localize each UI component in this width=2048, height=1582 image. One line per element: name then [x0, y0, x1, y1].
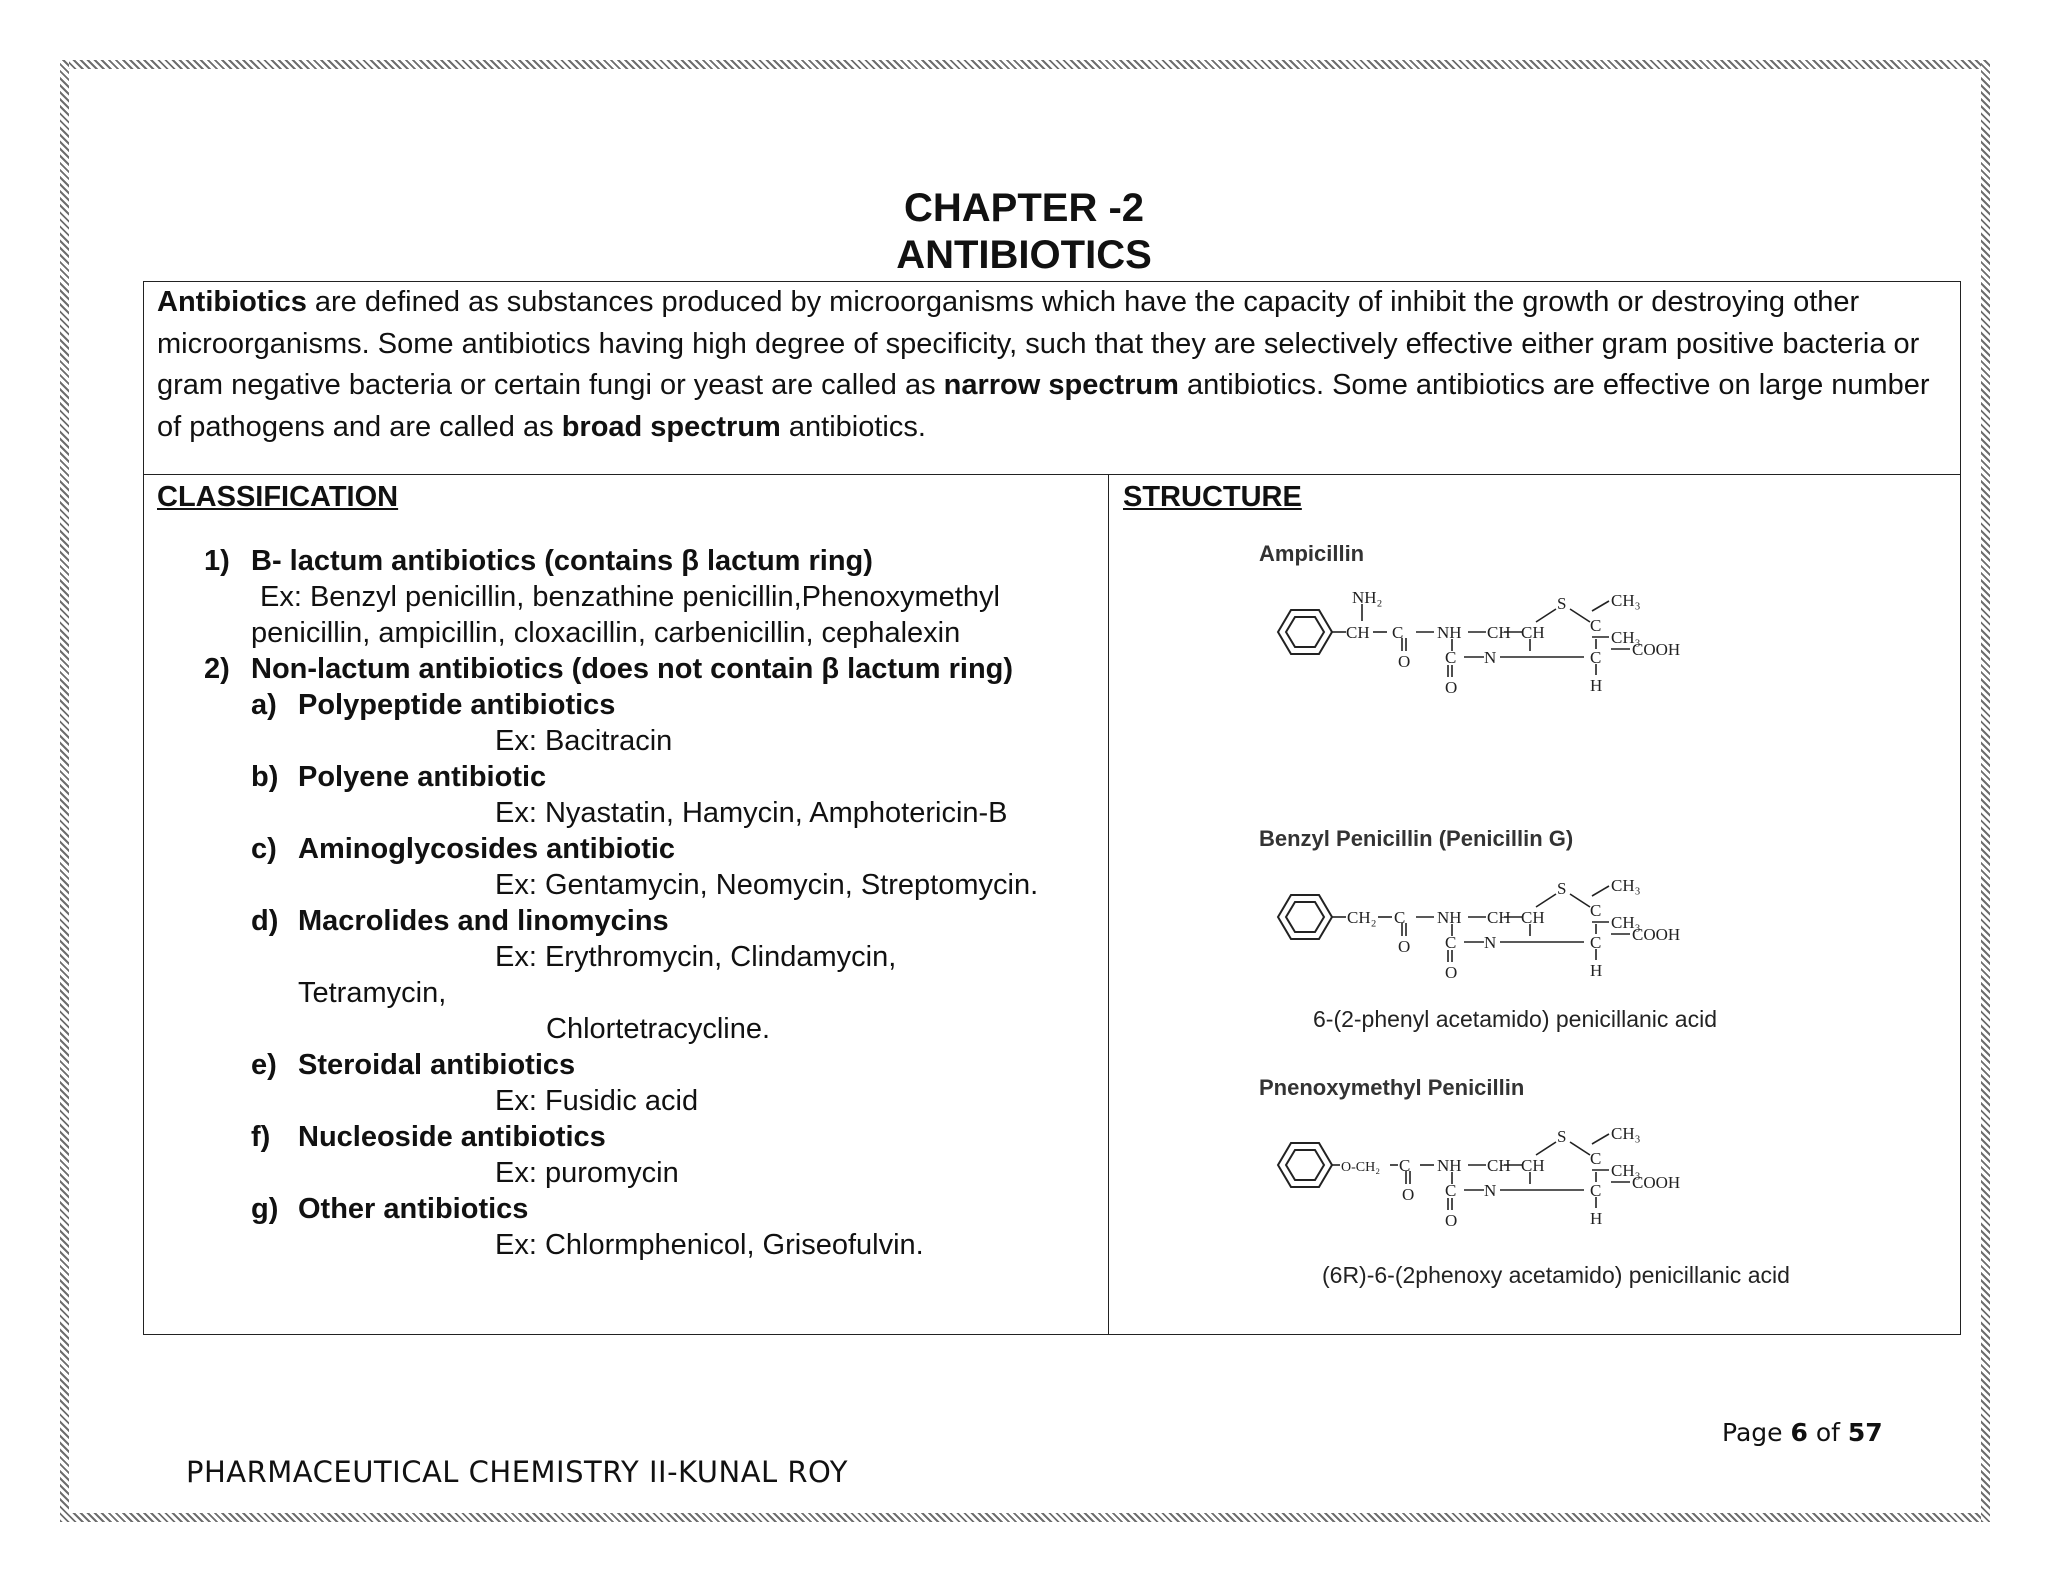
atom-nh2: NH₂	[1352, 588, 1383, 607]
intro-narrow-spectrum: narrow spectrum	[943, 369, 1179, 401]
atom-ch3-2: CH₃	[1611, 913, 1641, 932]
border-left	[60, 60, 69, 1522]
column-divider	[1108, 475, 1109, 1334]
atom-nh: NH	[1437, 908, 1462, 927]
atom-ch3: CH₃	[1611, 591, 1641, 610]
atom-cooh: COOH	[1632, 640, 1681, 659]
atom-ch3-2: CH₃	[1611, 1161, 1641, 1180]
item-1-number: 1)	[204, 545, 230, 577]
border-top	[60, 60, 1990, 69]
atom-h: H	[1590, 961, 1603, 980]
atom-o-lactam: O	[1445, 678, 1458, 697]
atom-ch-ring-2: CH	[1521, 1156, 1545, 1175]
sub-e-example: Ex: Fusidic acid	[495, 1085, 699, 1117]
sub-f-example: Ex: puromycin	[495, 1157, 679, 1189]
phenoxymethyl-penicillin-label: Pnenoxymethyl Penicillin	[1259, 1075, 1525, 1100]
intro-broad-spectrum: broad spectrum	[561, 410, 781, 443]
atom-ch2: CH₂	[1347, 908, 1377, 927]
atom-ch-ring-2: CH	[1521, 623, 1545, 642]
atom-och2: O-CH₂	[1341, 1160, 1381, 1175]
sub-e-letter: e)	[251, 1049, 277, 1081]
atom-c-acid: C	[1590, 933, 1602, 952]
benzene-ring	[1278, 895, 1332, 939]
sub-b-letter: b)	[251, 761, 279, 793]
benzyl-penicillin-label: Benzyl Penicillin (Penicillin G)	[1259, 826, 1574, 851]
sub-a-title: Polypeptide antibiotics	[298, 689, 616, 721]
atom-ch-ring: CH	[1487, 623, 1511, 642]
atom-c-carbonyl: C	[1445, 933, 1457, 952]
page-number	[1722, 1418, 1883, 1447]
atom-h: H	[1590, 1209, 1603, 1228]
chapter-number: CHAPTER -2	[903, 186, 1145, 230]
atom-c-carbonyl: C	[1445, 648, 1457, 667]
intro-text-1: are defined as substances produced by microorganisms which have the capacity of inhibit the growth or destroying other microorganisms. Some antibiotics having high degree of specificity, such that they are selectively effective either gram positive bacteria or gram negative bacteria or certain fungi or yeast are called as	[157, 286, 1920, 401]
sub-b-title: Polyene antibiotic	[298, 761, 547, 793]
ampicillin-structure	[1274, 587, 1794, 717]
atom-c-quat: C	[1590, 1149, 1602, 1168]
atom-c-quat: C	[1590, 901, 1602, 920]
ampicillin-label: Ampicillin	[1259, 541, 1365, 566]
intro-text-2: antibiotics. Some antibiotics are effective on large number of pathogens and are called as	[157, 369, 1930, 443]
sub-d-title: Macrolides and linomycins	[298, 905, 669, 937]
benzene-ring	[1278, 610, 1332, 654]
atom-n: N	[1484, 1181, 1497, 1200]
sub-c-example: Ex: Gentamycin, Neomycin, Streptomycin.	[495, 869, 1039, 901]
sub-d-example-cont: Tetramycin,	[298, 977, 447, 1009]
atom-ch-ring-2: CH	[1521, 908, 1545, 927]
benzene-ring	[1278, 1143, 1332, 1187]
sub-d-example: Ex: Erythromycin, Clindamycin,	[495, 941, 897, 973]
phenoxymethyl-penicillin-structure	[1274, 1120, 1794, 1250]
atom-c-quat: C	[1590, 616, 1602, 635]
atom-ch: CH	[1346, 623, 1370, 642]
atom-ch-ring: CH	[1487, 908, 1511, 927]
sub-c-title: Aminoglycosides antibiotic	[298, 833, 676, 865]
phenoxymethyl-penicillin-caption: (6R)-6-(2phenoxy acetamido) penicillanic acid	[1322, 1262, 1790, 1288]
atom-cooh: COOH	[1632, 1173, 1681, 1192]
sub-f-title: Nucleoside antibiotics	[298, 1121, 606, 1153]
sub-a-example: Ex: Bacitracin	[495, 725, 673, 757]
atom-o: O	[1398, 937, 1411, 956]
intro-term: Antibiotics	[157, 286, 307, 318]
page-total: 57	[1847, 1418, 1883, 1447]
atom-c-acid: C	[1590, 1181, 1602, 1200]
sub-b-example: Ex: Nyastatin, Hamycin, Amphotericin-B	[495, 797, 1008, 829]
atom-c: C	[1392, 623, 1404, 642]
item-1-title: B- lactum antibiotics (contains β lactum ring)	[251, 545, 873, 577]
atom-o-lactam: O	[1445, 1211, 1458, 1230]
benzyl-penicillin-structure	[1274, 872, 1794, 1002]
item-2-title: Non-lactum antibiotics (does not contain β lactum ring)	[251, 653, 1014, 685]
atom-ch3: CH₃	[1611, 1124, 1641, 1143]
sub-a-letter: a)	[251, 689, 277, 721]
footer-course-title: PHARMACEUTICAL CHEMISTRY II-KUNAL ROY	[186, 1455, 849, 1489]
structure-heading: STRUCTURE	[1123, 481, 1302, 513]
sub-g-letter: g)	[251, 1193, 279, 1225]
page-prefix: Page	[1722, 1418, 1791, 1447]
sub-e-title: Steroidal antibiotics	[298, 1049, 576, 1081]
intro-definition	[144, 282, 1960, 475]
atom-n: N	[1484, 933, 1497, 952]
atom-h: H	[1590, 676, 1603, 695]
sub-d-example-cont2: Chlortetracycline.	[546, 1013, 771, 1045]
atom-ch-ring: CH	[1487, 1156, 1511, 1175]
classification-heading: CLASSIFICATION	[157, 481, 399, 513]
atom-nh: NH	[1437, 1156, 1462, 1175]
atom-n: N	[1484, 648, 1497, 667]
page-current: 6	[1790, 1418, 1808, 1447]
sub-d-letter: d)	[251, 905, 279, 937]
atom-o-lactam: O	[1445, 963, 1458, 982]
page-of: of	[1807, 1418, 1848, 1447]
atom-c-acid: C	[1590, 648, 1602, 667]
benzyl-penicillin-caption: 6-(2-phenyl acetamido) penicillanic acid	[1313, 1006, 1717, 1032]
border-bottom	[60, 1513, 1990, 1522]
sub-f-letter: f)	[251, 1121, 271, 1153]
atom-o: O	[1398, 652, 1411, 671]
atom-c-carbonyl: C	[1445, 1181, 1457, 1200]
atom-c: C	[1399, 1156, 1411, 1175]
atom-nh: NH	[1437, 623, 1462, 642]
atom-ch3-2: CH₃	[1611, 628, 1641, 647]
item-1-examples-cont: penicillin, ampicillin, cloxacillin, carbenicillin, cephalexin	[251, 617, 961, 649]
atom-cooh: COOH	[1632, 925, 1681, 944]
atom-o: O	[1402, 1185, 1415, 1204]
item-1-examples: Ex: Benzyl penicillin, benzathine penicillin,Phenoxymethyl	[260, 581, 1000, 613]
item-2-number: 2)	[204, 653, 230, 685]
atom-ch3: CH₃	[1611, 876, 1641, 895]
chapter-title: ANTIBIOTICS	[896, 233, 1152, 277]
sub-g-example: Ex: Chlormphenicol, Griseofulvin.	[495, 1229, 924, 1261]
atom-s: S	[1557, 594, 1567, 613]
atom-c: C	[1394, 908, 1406, 927]
content-table	[143, 281, 1961, 1335]
intro-text-3: antibiotics.	[780, 410, 926, 443]
border-right	[1981, 60, 1990, 1522]
atom-s: S	[1557, 879, 1567, 898]
sub-g-title: Other antibiotics	[298, 1193, 529, 1225]
sub-c-letter: c)	[251, 833, 277, 865]
atom-s: S	[1557, 1127, 1567, 1146]
